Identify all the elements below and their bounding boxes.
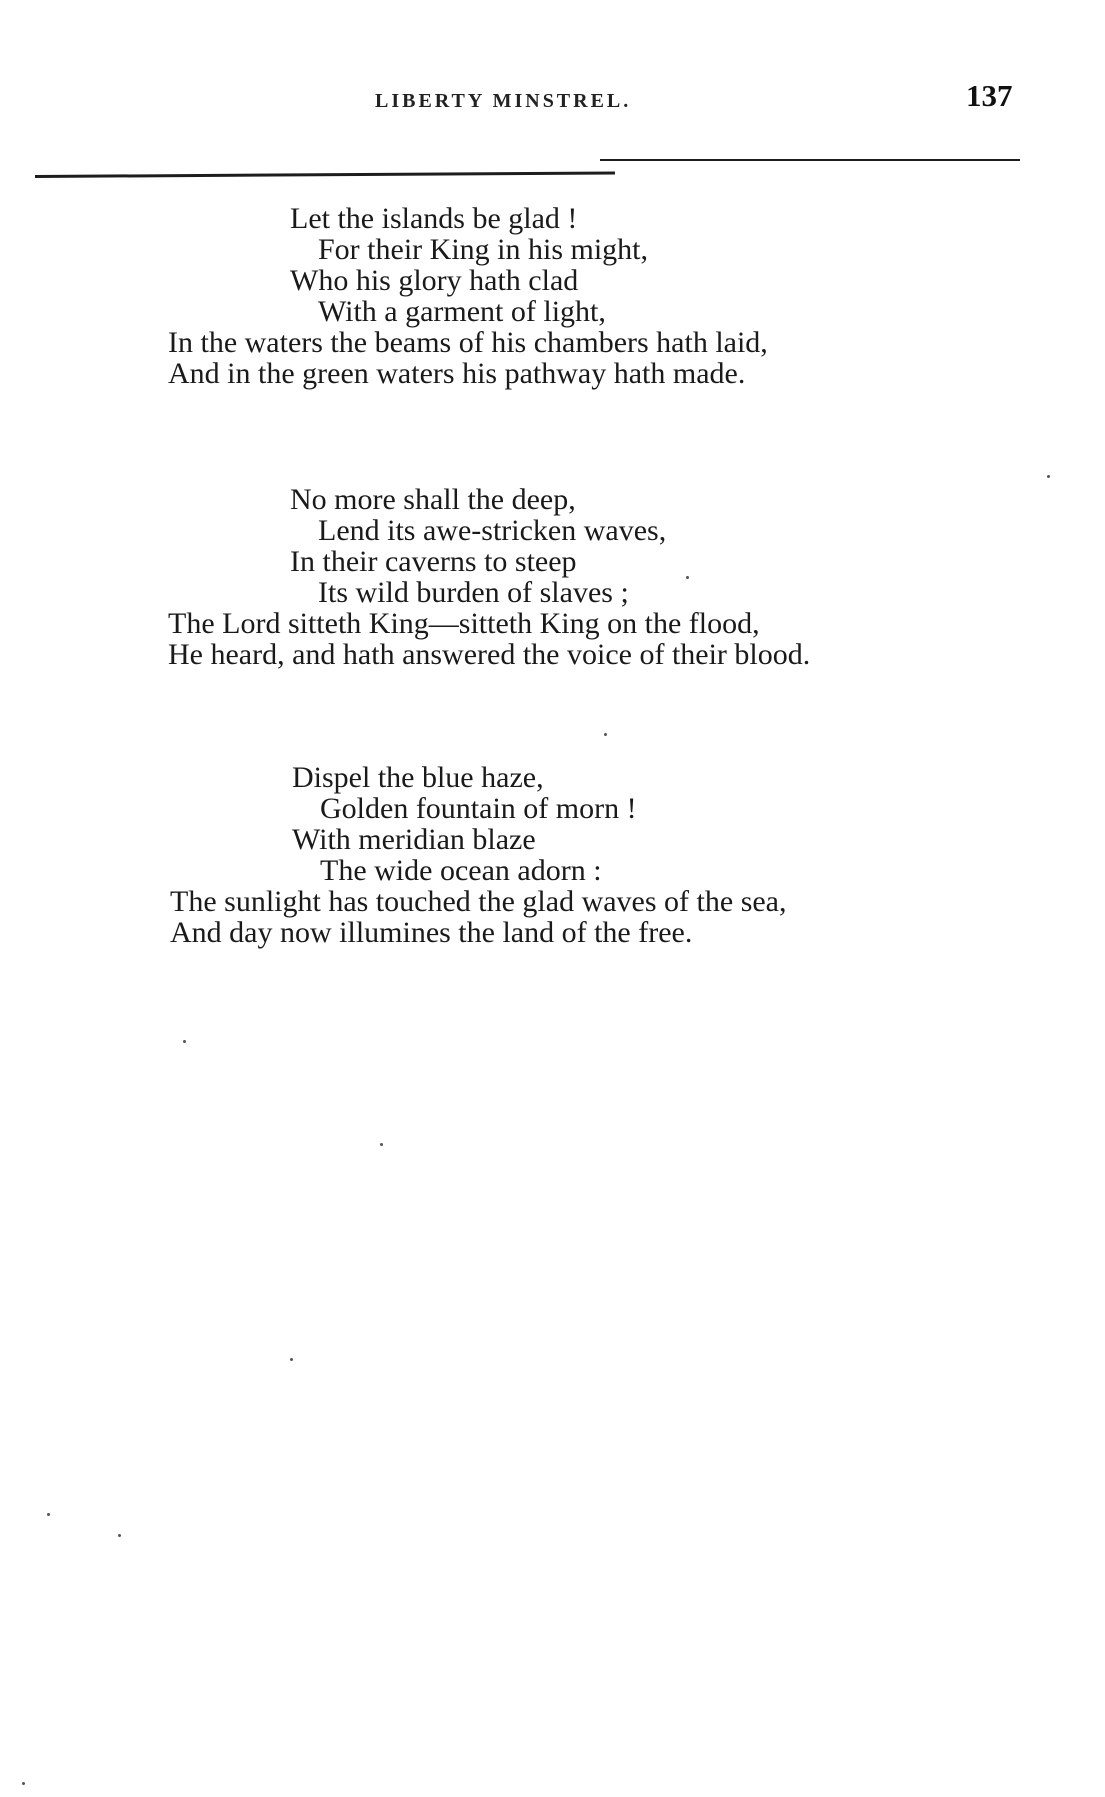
scan-speck [290, 1358, 293, 1361]
scan-speck [183, 1040, 186, 1043]
running-title: LIBERTY MINSTREL. [375, 90, 632, 112]
stanza-3 [170, 762, 787, 948]
verse-line: And day now illumines the land of the free. [170, 916, 693, 949]
verse-line: For their King in his might, [318, 233, 648, 266]
verse-line: And in the green waters his pathway hath made. [168, 357, 746, 390]
verse-line: The wide ocean adorn : [320, 854, 602, 887]
scan-speck [686, 576, 689, 579]
stanza-2 [168, 484, 810, 670]
verse-line: Its wild burden of slaves ; [318, 576, 629, 609]
verse-line: Golden fountain of morn ! [320, 792, 637, 825]
verse-line: The sunlight has touched the glad waves of the sea, [170, 885, 787, 918]
verse-line: In their caverns to steep [290, 545, 577, 578]
verse-line: With a garment of light, [318, 295, 606, 328]
verse-line: No more shall the deep, [290, 483, 576, 516]
verse-line: Who his glory hath clad [290, 264, 579, 297]
verse-line: With meridian blaze [292, 823, 536, 856]
scan-speck [118, 1534, 121, 1537]
stanza-1 [168, 203, 768, 389]
scan-speck [47, 1513, 50, 1516]
scan-speck [380, 1143, 383, 1146]
scan-speck [22, 1782, 25, 1785]
verse-line: He heard, and hath answered the voice of their blood. [168, 638, 811, 671]
verse-line: In the waters the beams of his chambers hath laid, [168, 326, 768, 359]
verse-line: Dispel the blue haze, [292, 761, 544, 794]
scan-speck [1047, 475, 1050, 478]
page-number: 137 [966, 78, 1013, 113]
verse-line: Let the islands be glad ! [290, 202, 578, 235]
scan-speck [604, 733, 607, 736]
verse-line: The Lord sitteth King—sitteth King on the flood, [168, 607, 760, 640]
verse-line: Lend its awe-stricken waves, [318, 514, 667, 547]
header-rule-left [35, 171, 615, 178]
header-rule-right [600, 159, 1020, 161]
